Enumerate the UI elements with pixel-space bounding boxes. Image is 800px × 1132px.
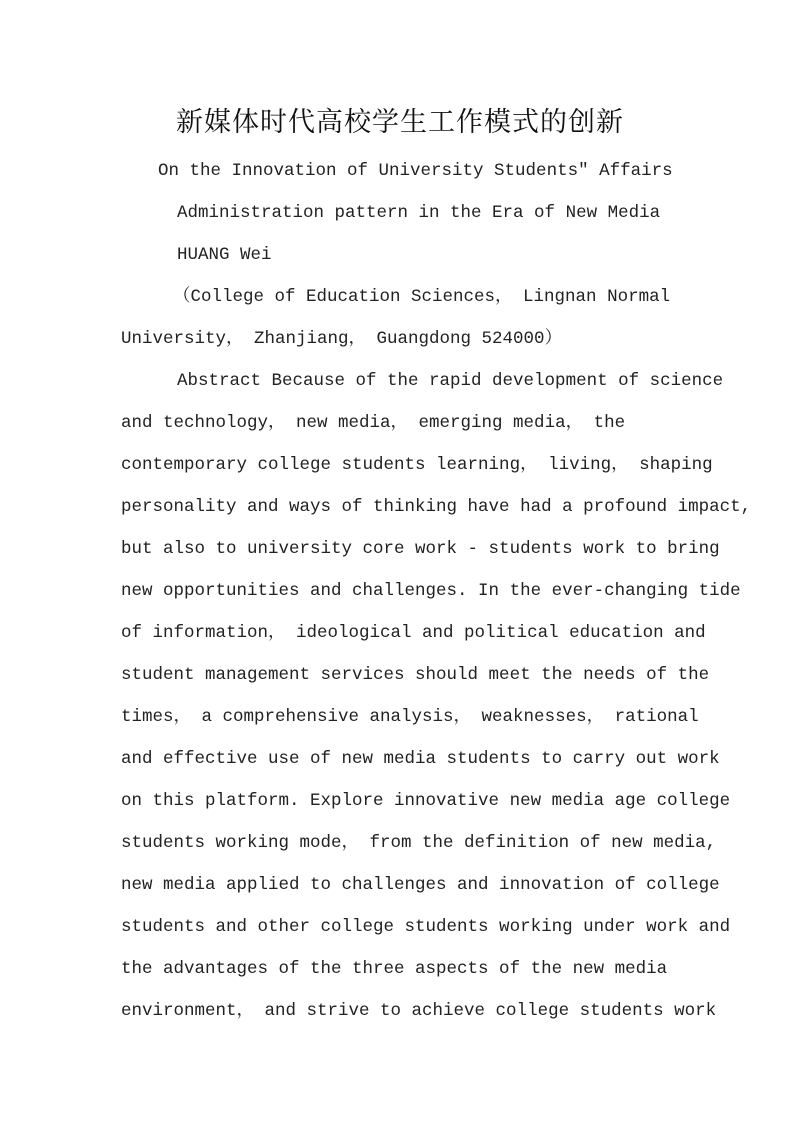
abstract-line: new opportunities and challenges. In the ever-changing tide [121,581,741,601]
abstract-line: on this platform. Explore innovative new media age college [121,791,731,811]
abstract-line: and effective use of new media students to carry out work [121,749,720,769]
document-title: 新媒体时代高校学生工作模式的创新 [176,107,624,138]
abstract-line: environment， and strive to achieve college students work [121,1001,717,1021]
abstract-line: new media applied to challenges and innovation of college [121,875,720,895]
abstract-line: students working mode， from the definition of new media, [121,833,717,853]
english-title-line-1: On the Innovation of University Students" Affairs [158,161,673,181]
abstract-line: and technology， new media， emerging media， the [121,413,626,433]
author-name: HUANG Wei [177,245,272,265]
abstract-line: personality and ways of thinking have had a profound impact, [121,497,752,517]
abstract-line: Abstract Because of the rapid development of science [177,371,724,391]
abstract-line: students and other college students working under work and [121,917,731,937]
affiliation-line-2: University， Zhanjiang， Guangdong 524000） [121,329,563,349]
abstract-line: the advantages of the three aspects of the new media [121,959,668,979]
english-title-line-2: Administration pattern in the Era of New Media [177,203,661,223]
abstract-line: times， a comprehensive analysis， weaknesses， rational [121,707,699,727]
abstract-line: but also to university core work - students work to bring [121,539,720,559]
affiliation-line-1: （College of Education Sciences， Lingnan Normal [173,287,671,307]
abstract-line: contemporary college students learning， living， shaping [121,455,713,475]
abstract-line: student management services should meet the needs of the [121,665,710,685]
abstract-line: of information， ideological and political education and [121,623,706,643]
